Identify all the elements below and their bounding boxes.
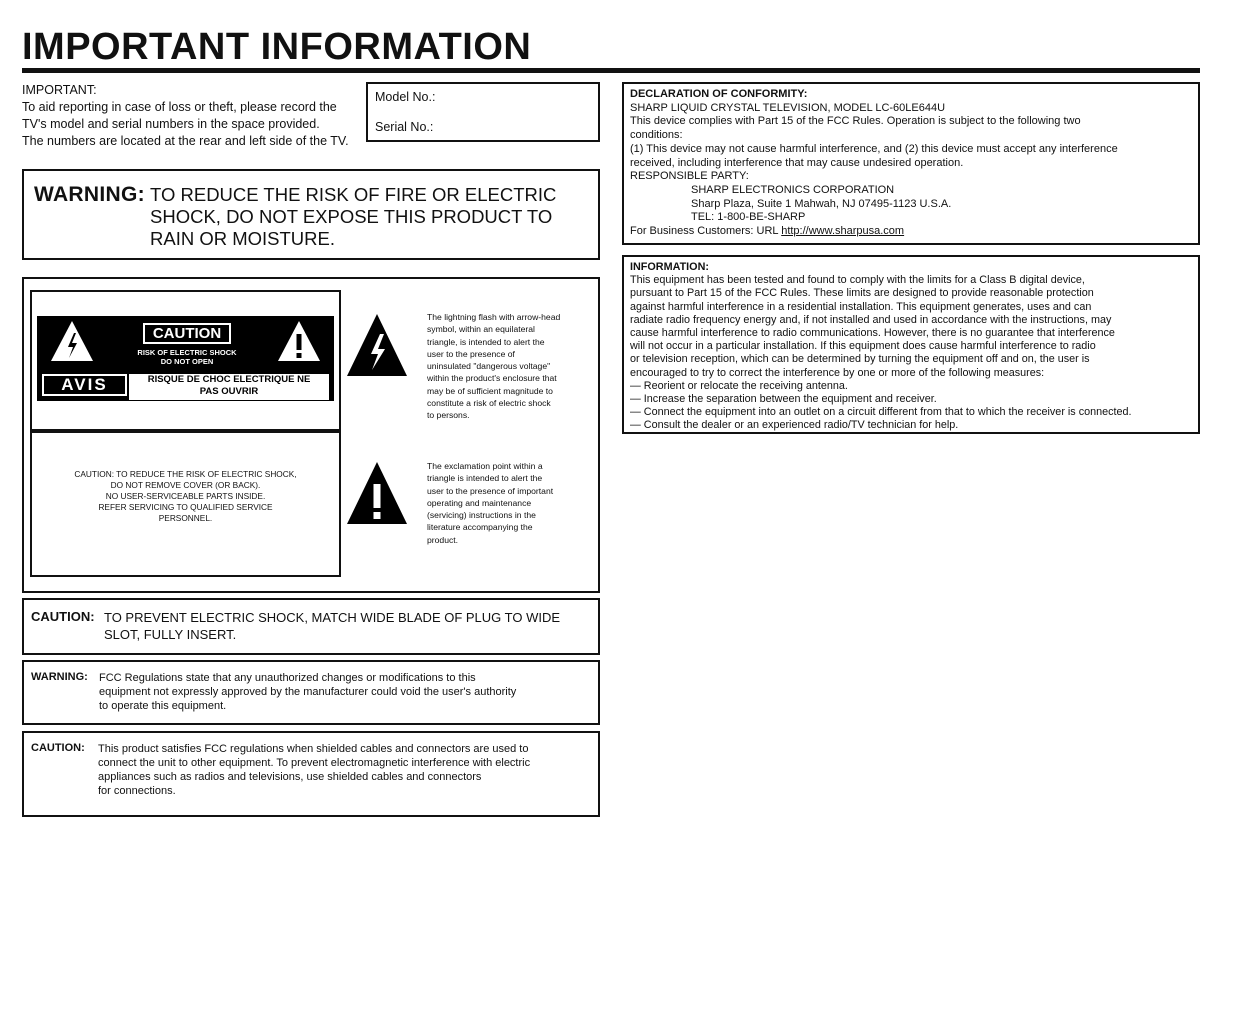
party-line: Sharp Plaza, Suite 1 Mahwah, NJ 07495-1123 U.S.A. <box>691 197 952 210</box>
explanation-line: operating and maintenance <box>427 497 532 508</box>
warning-line: TO REDUCE THE RISK OF FIRE OR ELECTRIC <box>150 184 557 205</box>
information-line: radiate radio frequency energy and, if not installed and used in accordance with the instructions, may <box>630 313 1112 326</box>
risk-en-line: RISK OF ELECTRIC SHOCK <box>137 348 237 357</box>
fcc-warning-text <box>99 671 516 713</box>
cables-caution-line: appliances such as radios and televisions, use shielded cables and connectors <box>98 771 482 783</box>
declaration-line: SHARP LIQUID CRYSTAL TELEVISION, MODEL LC-60LE644U <box>630 101 946 114</box>
explanation-line: symbol, within an equilateral <box>427 324 535 335</box>
sharp-url-link[interactable]: http://www.sharpusa.com <box>781 225 905 238</box>
service-caution-panel <box>30 431 341 577</box>
fcc-warning-box <box>22 660 600 725</box>
risk-fr-line: PAS OUVRIR <box>199 386 259 397</box>
lightning-explanation <box>427 311 597 422</box>
serial-label: Serial No.: <box>375 120 434 134</box>
service-line: REFER SERVICING TO QUALIFIED SERVICE <box>98 502 273 512</box>
cables-caution-box <box>22 731 600 817</box>
service-line: NO USER-SERVICEABLE PARTS INSIDE. <box>105 491 266 501</box>
explanation-line: within the product's enclosure that <box>427 373 557 384</box>
warning-text <box>150 184 556 250</box>
cables-caution-line: for connections. <box>98 785 176 797</box>
warning-label: WARNING: <box>34 183 145 206</box>
explanation-line: uninsulated "dangerous voltage" <box>427 361 551 372</box>
caution-plug-line: TO PREVENT ELECTRIC SHOCK, MATCH WIDE BLADE OF PLUG TO WIDE <box>104 610 561 625</box>
explanation-line: may be of sufficient magnitude to <box>427 385 553 396</box>
business-prefix: For Business Customers: URL <box>630 225 779 238</box>
information-line: This equipment has been tested and found to comply with the limits for a Class B digital device, <box>630 274 1085 287</box>
explanation-line: The exclamation point within a <box>427 461 543 471</box>
declaration-line: This device complies with Part 15 of the FCC Rules. Operation is subject to the following two <box>630 115 1081 128</box>
information-line: or television reception, which can be determined by turning the equipment off and on, the user is <box>630 353 1090 366</box>
warning-line: RAIN OR MOISTURE. <box>150 228 336 249</box>
explanation-line: to persons. <box>427 410 470 421</box>
important-line: TV's model and serial numbers in the space provided. <box>22 117 320 131</box>
information-line: pursuant to Part 15 of the FCC Rules. These limits are designed to provide reasonable protection <box>630 287 1094 300</box>
warning-box <box>22 169 600 260</box>
caution-label-black <box>37 316 334 401</box>
explanation-line: product. <box>427 534 459 545</box>
information-line: — Connect the equipment into an outlet on a circuit different from that to which the receiver is connected. <box>630 406 1132 419</box>
avis-badge: AVIS <box>44 376 125 394</box>
model-label: Model No.: <box>375 90 436 104</box>
fcc-warning-line: equipment not expressly approved by the manufacturer could void the user's authority <box>99 686 517 698</box>
title-rule <box>22 68 1200 73</box>
avis-badge-frame <box>42 374 127 396</box>
exclamation-triangle-icon <box>276 319 322 363</box>
explanation-line: (servicing) instructions in the <box>427 510 536 521</box>
service-caution-text <box>32 469 339 524</box>
declaration-box <box>622 82 1200 245</box>
warning-line: SHOCK, DO NOT EXPOSE THIS PRODUCT TO <box>150 206 553 227</box>
party-line: TEL: 1-800-BE-SHARP <box>691 211 806 224</box>
important-heading: IMPORTANT: <box>22 83 97 97</box>
caution-plug-box <box>22 598 600 655</box>
fcc-warning-line: FCC Regulations state that any unauthorized changes or modifications to this <box>99 672 476 684</box>
cables-caution-label: CAUTION: <box>31 742 85 754</box>
information-text <box>630 261 1132 433</box>
risk-en-line: DO NOT OPEN <box>160 357 214 366</box>
record-box <box>366 82 600 142</box>
explanation-line: The lightning flash with arrow-head <box>427 312 561 322</box>
declaration-line: (1) This device may not cause harmful interference, and (2) this device must accept any interference <box>630 142 1118 155</box>
information-line: cause harmful interference to radio communications. However, there is no guarantee that interference <box>630 327 1115 340</box>
important-note <box>22 82 362 150</box>
important-line: The numbers are located at the rear and left side of the TV. <box>22 134 349 148</box>
service-line: DO NOT REMOVE COVER (OR BACK). <box>110 480 261 490</box>
risk-en <box>107 348 267 366</box>
caution-badge: CAUTION <box>143 323 231 344</box>
important-line: To aid reporting in case of loss or theft, please record the <box>22 100 337 114</box>
explanation-line: triangle is intended to alert the <box>427 473 543 484</box>
caution-plug-label: CAUTION: <box>31 609 95 624</box>
information-line: encouraged to try to correct the interference by one or more of the following measures: <box>630 366 1045 379</box>
service-line: CAUTION: TO REDUCE THE RISK OF ELECTRIC SHOCK, <box>74 469 297 479</box>
caution-plug-text <box>104 609 560 643</box>
information-line: will not occur in a particular installation. If this equipment does cause harmful interference to radio <box>630 340 1096 353</box>
risk-fr-line: RISQUE DE CHOC ELECTRIQUE NE <box>147 374 311 385</box>
information-heading: INFORMATION: <box>630 261 709 273</box>
explanation-line: user to the presence of important <box>427 485 554 496</box>
explanation-line: user to the presence of <box>427 348 515 359</box>
explanation-line: constitute a risk of electric shock <box>427 398 551 409</box>
business-line <box>630 225 1118 239</box>
exclamation-explanation <box>427 460 597 546</box>
explanation-line: literature accompanying the <box>427 522 533 533</box>
caution-label-panel <box>30 290 341 431</box>
fcc-warning-label: WARNING: <box>31 671 88 683</box>
cables-caution-text <box>98 742 530 798</box>
declaration-line: conditions: <box>630 129 683 142</box>
information-box <box>622 255 1200 434</box>
service-line: PERSONNEL. <box>158 513 213 523</box>
cables-caution-line: connect the unit to other equipment. To prevent electromagnetic interference with electric <box>98 757 531 769</box>
declaration-line: received, including interference that may cause undesired operation. <box>630 156 964 169</box>
declaration-heading: DECLARATION OF CONFORMITY: <box>630 88 808 100</box>
information-line: — Consult the dealer or an experienced radio/TV technician for help. <box>630 419 959 432</box>
information-line: — Increase the separation between the equipment and receiver. <box>630 393 937 406</box>
explanation-line: triangle, is intended to alert the <box>427 336 545 347</box>
risk-fr <box>129 374 329 400</box>
caution-plug-line: SLOT, FULLY INSERT. <box>104 627 237 642</box>
party-line: SHARP ELECTRONICS CORPORATION <box>691 183 895 196</box>
page-title: IMPORTANT INFORMATION <box>22 26 532 68</box>
lightning-flash-icon <box>345 312 409 378</box>
cables-caution-line: This product satisfies FCC regulations when shielded cables and connectors are used to <box>98 743 529 755</box>
declaration-line: RESPONSIBLE PARTY: <box>630 170 749 183</box>
information-line: — Reorient or relocate the receiving antenna. <box>630 379 848 392</box>
declaration-text <box>630 88 1118 239</box>
fcc-warning-line: to operate this equipment. <box>99 700 227 712</box>
information-line: against harmful interference in a residential installation. This equipment generates, uses and can <box>630 300 1092 313</box>
exclamation-point-icon <box>345 460 409 526</box>
lightning-triangle-icon <box>49 319 95 363</box>
